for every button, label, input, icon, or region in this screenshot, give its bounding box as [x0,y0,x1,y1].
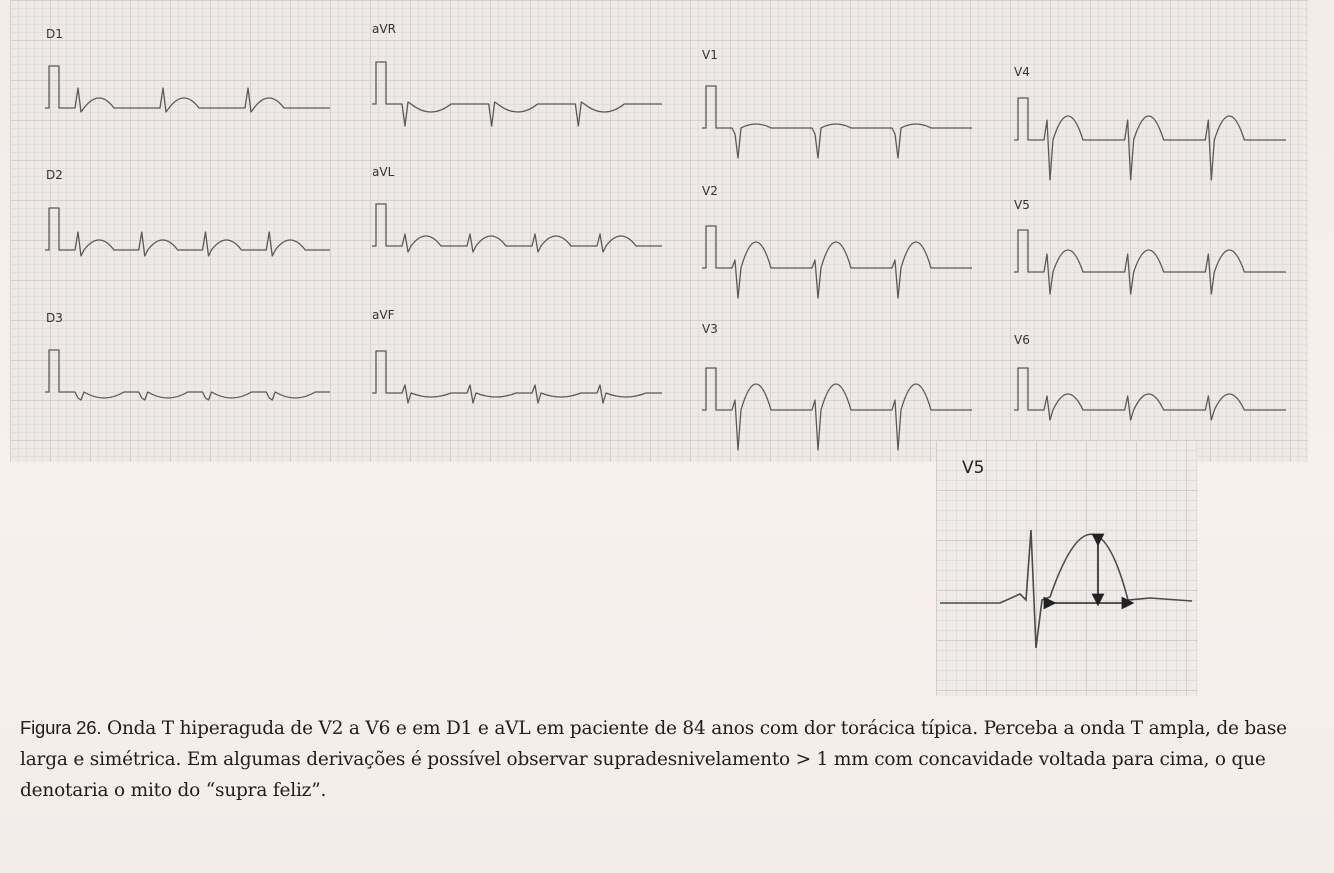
lead-label-avr: aVR [372,22,396,36]
lead-label-v1: V1 [702,48,718,62]
lead-label-v6: V6 [1014,333,1030,347]
lead-label-d3: D3 [46,311,63,325]
lead-label-avf: aVF [372,308,395,322]
figure-label: Figura 26. [20,717,102,738]
lead-label-d2: D2 [46,168,63,182]
lead-label-v2: V2 [702,184,718,198]
zoomed-v5-trace [940,530,1192,648]
caption-text: Onda T hiperaguda de V2 a V6 e em D1 e aVL em paciente de 84 anos com dor torácica típica. Perceba a onda T ampla, de base larga e simétrica. Em algumas derivações é possível observar supradesnivelamento > 1 mm com concavidade voltada para cima, o que denotaria o mito do “supra feliz”. [20,718,1287,801]
lead-label-v3: V3 [702,322,718,336]
lead-label-avl: aVL [372,165,395,179]
zoomed-lead-label: V5 [962,458,985,478]
figure-caption [20,712,1320,806]
lead-label-d1: D1 [46,27,63,41]
lead-label-v5: V5 [1014,198,1030,212]
lead-label-v4: V4 [1014,65,1030,79]
